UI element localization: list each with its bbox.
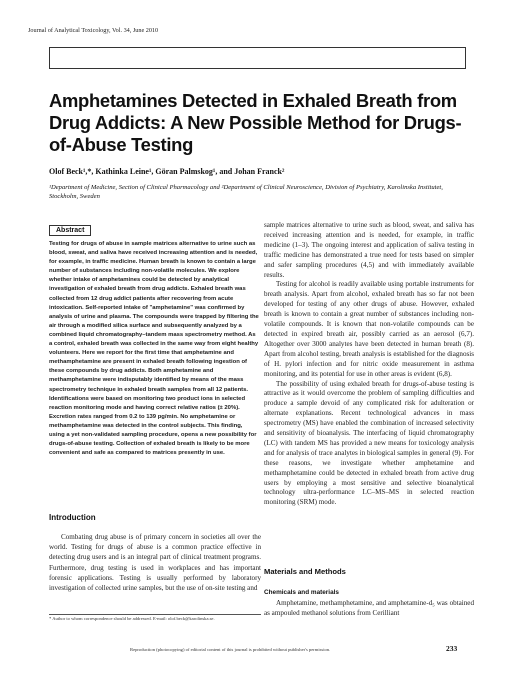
introduction-heading: Introduction <box>49 513 96 522</box>
page-number: 233 <box>446 644 458 653</box>
header-box <box>49 47 466 69</box>
journal-header: Journal of Analytical Toxicology, Vol. 34, June 2010 <box>28 27 159 34</box>
footnote-divider <box>49 614 261 615</box>
methods-heading: Materials and Methods <box>264 567 346 576</box>
chemicals-subheading: Chemicals and materials <box>264 589 339 596</box>
paragraph: sample matrices alternative to urine such as blood, sweat, and saliva has received increasing attention and is needed, for example, in traffic medicine (1–3). The ongoing interest and application of saliva testing in traffic medicine has demonstrated a true need for tests based on simpler and safer sampling procedures (4,5) and with immediately available results. <box>264 221 474 279</box>
abstract-text: Testing for drugs of abuse in sample matrices alternative to urine such as blood, sweat, and saliva have received increasing attention and is needed, for example, in traffic medicine. Human breath is known to contain a large number of substances including non-volatile molecules. We explore whether intake of amphetamines could be detected by analytical investigation of exhaled breath from drug addicts. Exhaled breath was collected from 12 drug addict patients after recovering from acute intoxication. Self-reported intake of "amphetamine" was confirmed by analysis of urine and plasma. The compounds were trapped by filtering the air through a modified silica surface and subsequently analyzed by a combined liquid chromatography–tandem mass spectrometry method. As a control, exhaled breath was collected in the same way from eight healthy volunteers. Here we report for the first time that amphetamine and methamphetamine are present in exhaled breath following ingestion of these compounds by drug addicts. Both amphetamine and methamphetamine were indisputably identified by means of the mass spectrometry technique in exhaled breath samples from all 12 patients. Identifications were based on monitoring two product ions in selected reaction monitoring mode and having correct relative ratios (± 20%). Excretion rates ranged from 0.2 to 139 pg/min. No amphetamine or methamphetamine was detected in the control subjects. This finding, using a yet non-validated sampling procedure, opens a new possibility for drugs-of-abuse testing. Collection of exhaled breath is likely to be more convenient and safe as compared to matrices presently in use. <box>49 241 259 457</box>
right-column-body <box>264 221 474 508</box>
chemicals-text: Amphetamine, methamphetamine, and amphetamine-d₅ was obtained as ampouled methanol solutions from Cerilliant <box>264 599 474 617</box>
introduction-text: Combating drug abuse is of primary concern in societies all over the world. Testing for drugs of abuse is a common practice effective in detecting drug users and is an integral part of clinical treatment programs. Furthermore, drug testing is used in workplaces and has important forensic applications. Testing is usually performed by laboratory investigation of collected urine samples, but the use of on-site testing and <box>49 533 261 593</box>
article-title: Amphetamines Detected in Exhaled Breath from Drug Addicts: A New Possible Method for Drugs-of-Abuse Testing <box>49 90 462 155</box>
copyright-note: Reproduction (photocopying) of editorial content of this journal is prohibited without publisher's permission. <box>130 647 331 652</box>
footnote: * Author to whom correspondence should be addressed. E-mail: olof.beck@karolinska.se. <box>49 616 215 621</box>
affiliations: ¹Department of Medicine, Section of Clinical Pharmacology and ²Department of Clinical Neuroscience, Division of Psychiatry, Karolinska Institutet, Stockholm, Sweden <box>49 184 443 200</box>
author-list: Olof Beck¹,*, Kathinka Leine¹, Göran Palmskog¹, and Johan Franck² <box>49 167 285 176</box>
paragraph: The possibility of using exhaled breath for drugs-of-abuse testing is attractive as it would overcome the problem of sampling difficulties and produce a sample devoid of any complicated risk for adulteration or alternate explanations. Recent technological advances in mass spectrometry (MS) have enabled the combination of increased selectivity and sensitivity of bioanalysis. The interfacing of liquid chromatography (LC) with tandem MS has provided a new means for toxicology analysis and for analysis of trace analytes in biological samples in general (9). For these reasons, we investigate whether amphetamine and methamphetamine could be detected in exhaled breath from active drug users by employing a most sensitive and selective bioanalytical technology ultra-performance LC–MS–MS in selected reaction monitoring (SRM) mode. <box>264 379 474 507</box>
abstract-heading-box <box>49 219 263 237</box>
paragraph: Testing for alcohol is readily available using portable instruments for breath analysis. Apart from alcohol, exhaled breath has so far not been developed for testing of any other drugs of abuse. However, exhaled breath is known to contain a great number of substances including non-volatile compounds. It is known that non-volatile compounds can be detected in expired breath air, possibly carried as an aerosol (6,7). Altogether over 3000 analytes have been detected in human breath (8). Apart from alcohol testing, breath analysis is established for the diagnosis of H. pylori infection and for nitric oxide measurement in asthma monitoring, and its potential for use in other areas is evident (6,8). <box>264 280 474 378</box>
abstract-label: Abstract <box>49 225 91 236</box>
